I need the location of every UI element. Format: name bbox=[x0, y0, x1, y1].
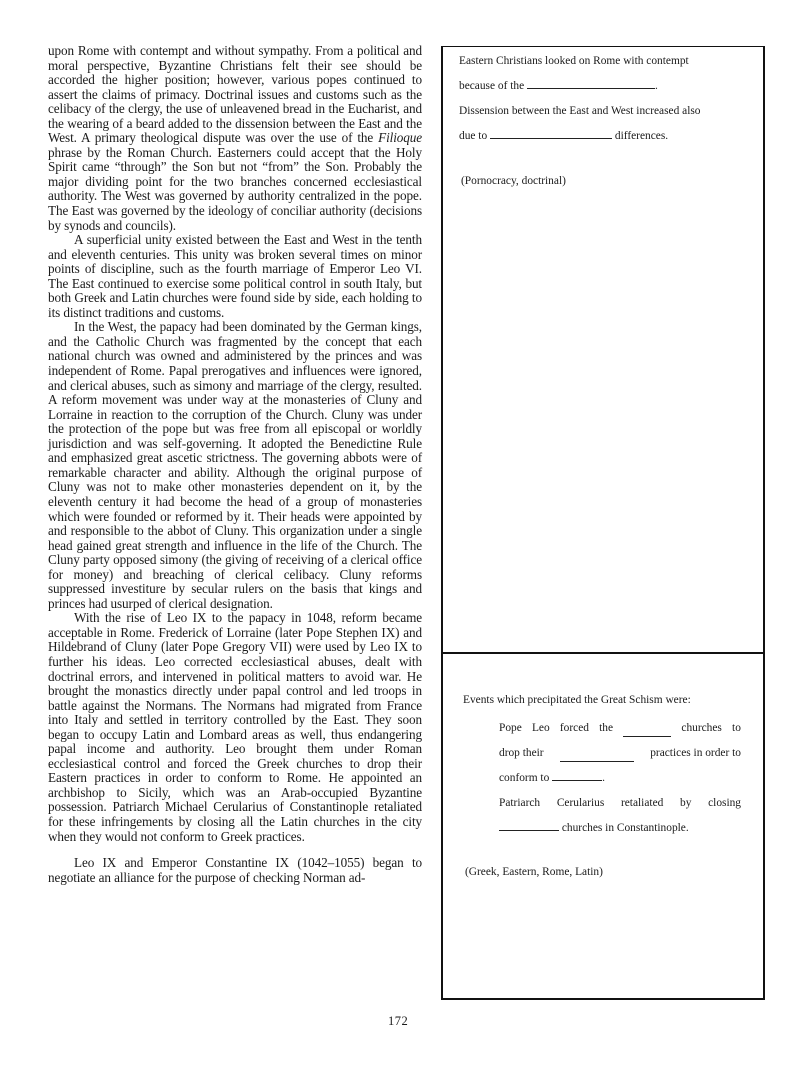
study-box-top bbox=[443, 47, 763, 654]
paragraph-4: With the rise of Leo IX to the papacy in 1048, reform became acceptable in Rome. Frederick of Lorraine (later Pope Stephen IX) and Hildebrand of Cluny (later Pope Gregory VII) were used by Leo IX to further his ideas. Leo corrected ecclesiastical abuses, dealt with doctrinal errors, and intervened in political matters to avoid war. He brought the monastics directly under papal control and led troops in battle against the Normans. The Normans had migrated from France into Italy and settled in territory controlled by the East. They soon began to occupy Latin and Lombard areas as well, thus endangering papal income and authority. Leo brought them under Roman ecclesiastical control and forced the Greek churches to drop their Eastern practices in order to conform to Rome. He appointed an archbishop to Sicily, which was an Arab-occupied Byzantine possession. Patriarch Michael Cerularius of Constantinople retaliated for these infringements by closing all the Latin churches in the city when they would not conform to Greek practices. bbox=[48, 610, 422, 844]
study-guide-box bbox=[441, 46, 765, 1000]
fill-in-blank-differences[interactable] bbox=[490, 129, 612, 139]
question-schism-events: Pope Leo forced the churches to drop their practices in order to conform to . Patriarch Cerularius retaliated by closing churches in Constantinople. bbox=[499, 722, 741, 834]
page-number: 172 bbox=[388, 1014, 409, 1028]
paragraph-2: A superficial unity existed between the East and West in the tenth and eleventh centuries. This unity was broken several times on minor points of discipline, such as the fourth marriage of Emperor Leo VI. The East continued to exercise some political control in south Italy, but both Greek and Latin churches were found side by side, each holding to its distinct traditions and customs. bbox=[48, 232, 422, 320]
fill-in-blank-conform[interactable] bbox=[552, 771, 602, 781]
main-text-column bbox=[48, 44, 422, 885]
question-contempt: Eastern Christians looked on Rome with contempt because of the . bbox=[459, 55, 689, 92]
fill-in-blank-closed-churches[interactable] bbox=[499, 821, 559, 831]
schism-heading: Events which precipitated the Great Schism were: bbox=[463, 694, 691, 706]
filioque-term: Filioque bbox=[378, 130, 422, 146]
paragraph-1: upon Rome with contempt and without sympathy. From a political and moral perspective, Byzantine Christians felt their see should be accorded the higher position; however, various popes continued to assert the claims of primacy. Doctrinal issues and customs such as the celibacy of the clergy, the use of unleavened bread in the Eucharist, and the wearing of a beard added to the dissension between the East and the West. A primary theological dispute was over the use of the Filioque phrase by the Roman Church. Easterners could accept that the Holy Spirit came “through” the Son but not “from” the Son. Probably the major dividing point for the two branches concerned ecclesiastical authority. The West was governed by authority centralized in the pope. The East was governed by the ideology of conciliar authority (decisions by synods and councils). bbox=[48, 43, 422, 233]
question-dissension: Dissension between the East and West increased also due to differences. bbox=[459, 105, 701, 142]
fill-in-blank-practices[interactable] bbox=[560, 752, 634, 762]
paragraph-3: In the West, the papacy had been dominated by the German kings, and the Catholic Church was fragmented by the concept that each national church was owned and administered by the princes and was independent of Rome. Papal prerogatives and influences were ignored, and clerical abuses, such as simony and marriage of the clergy, resulted. A reform movement was under way at the monasteries of Cluny and Lorraine in reaction to the corruption of the Church. Cluny was under the protection of the pope but was free from all episcopal or worldly jurisdiction and was self-governing. It adopted the Benedictine Rule and emphasized great ascetic strictness. The governing abbots were of remarkable character and ability. Although the original purpose of Cluny was not to make other monasteries dependent on it, by the eleventh century it had become the head of a group of monasteries which were founded or reformed by it. Their heads were appointed by and responsible to the abbot of Cluny. This organization under a single head gained great strength and influence in the life of the Church. The Cluny party opposed simony (the giving of receiving of a clerical office for money) and breaching of clerical celibacy. Cluny reforms suppressed investiture by secular rulers on the basis that kings and princes had usurped of clerical designation. bbox=[48, 319, 422, 611]
answer-hint-top: (Pornocracy, doctrinal) bbox=[461, 175, 566, 187]
paragraph-5: Leo IX and Emperor Constantine IX (1042–1055) began to negotiate an alliance for the purpose of checking Norman ad- bbox=[48, 855, 422, 885]
fill-in-blank-forced-churches[interactable] bbox=[623, 727, 671, 737]
answer-hint-bottom: (Greek, Eastern, Rome, Latin) bbox=[465, 866, 603, 878]
study-box-bottom bbox=[443, 654, 763, 998]
fill-in-blank-contempt[interactable] bbox=[527, 79, 655, 89]
